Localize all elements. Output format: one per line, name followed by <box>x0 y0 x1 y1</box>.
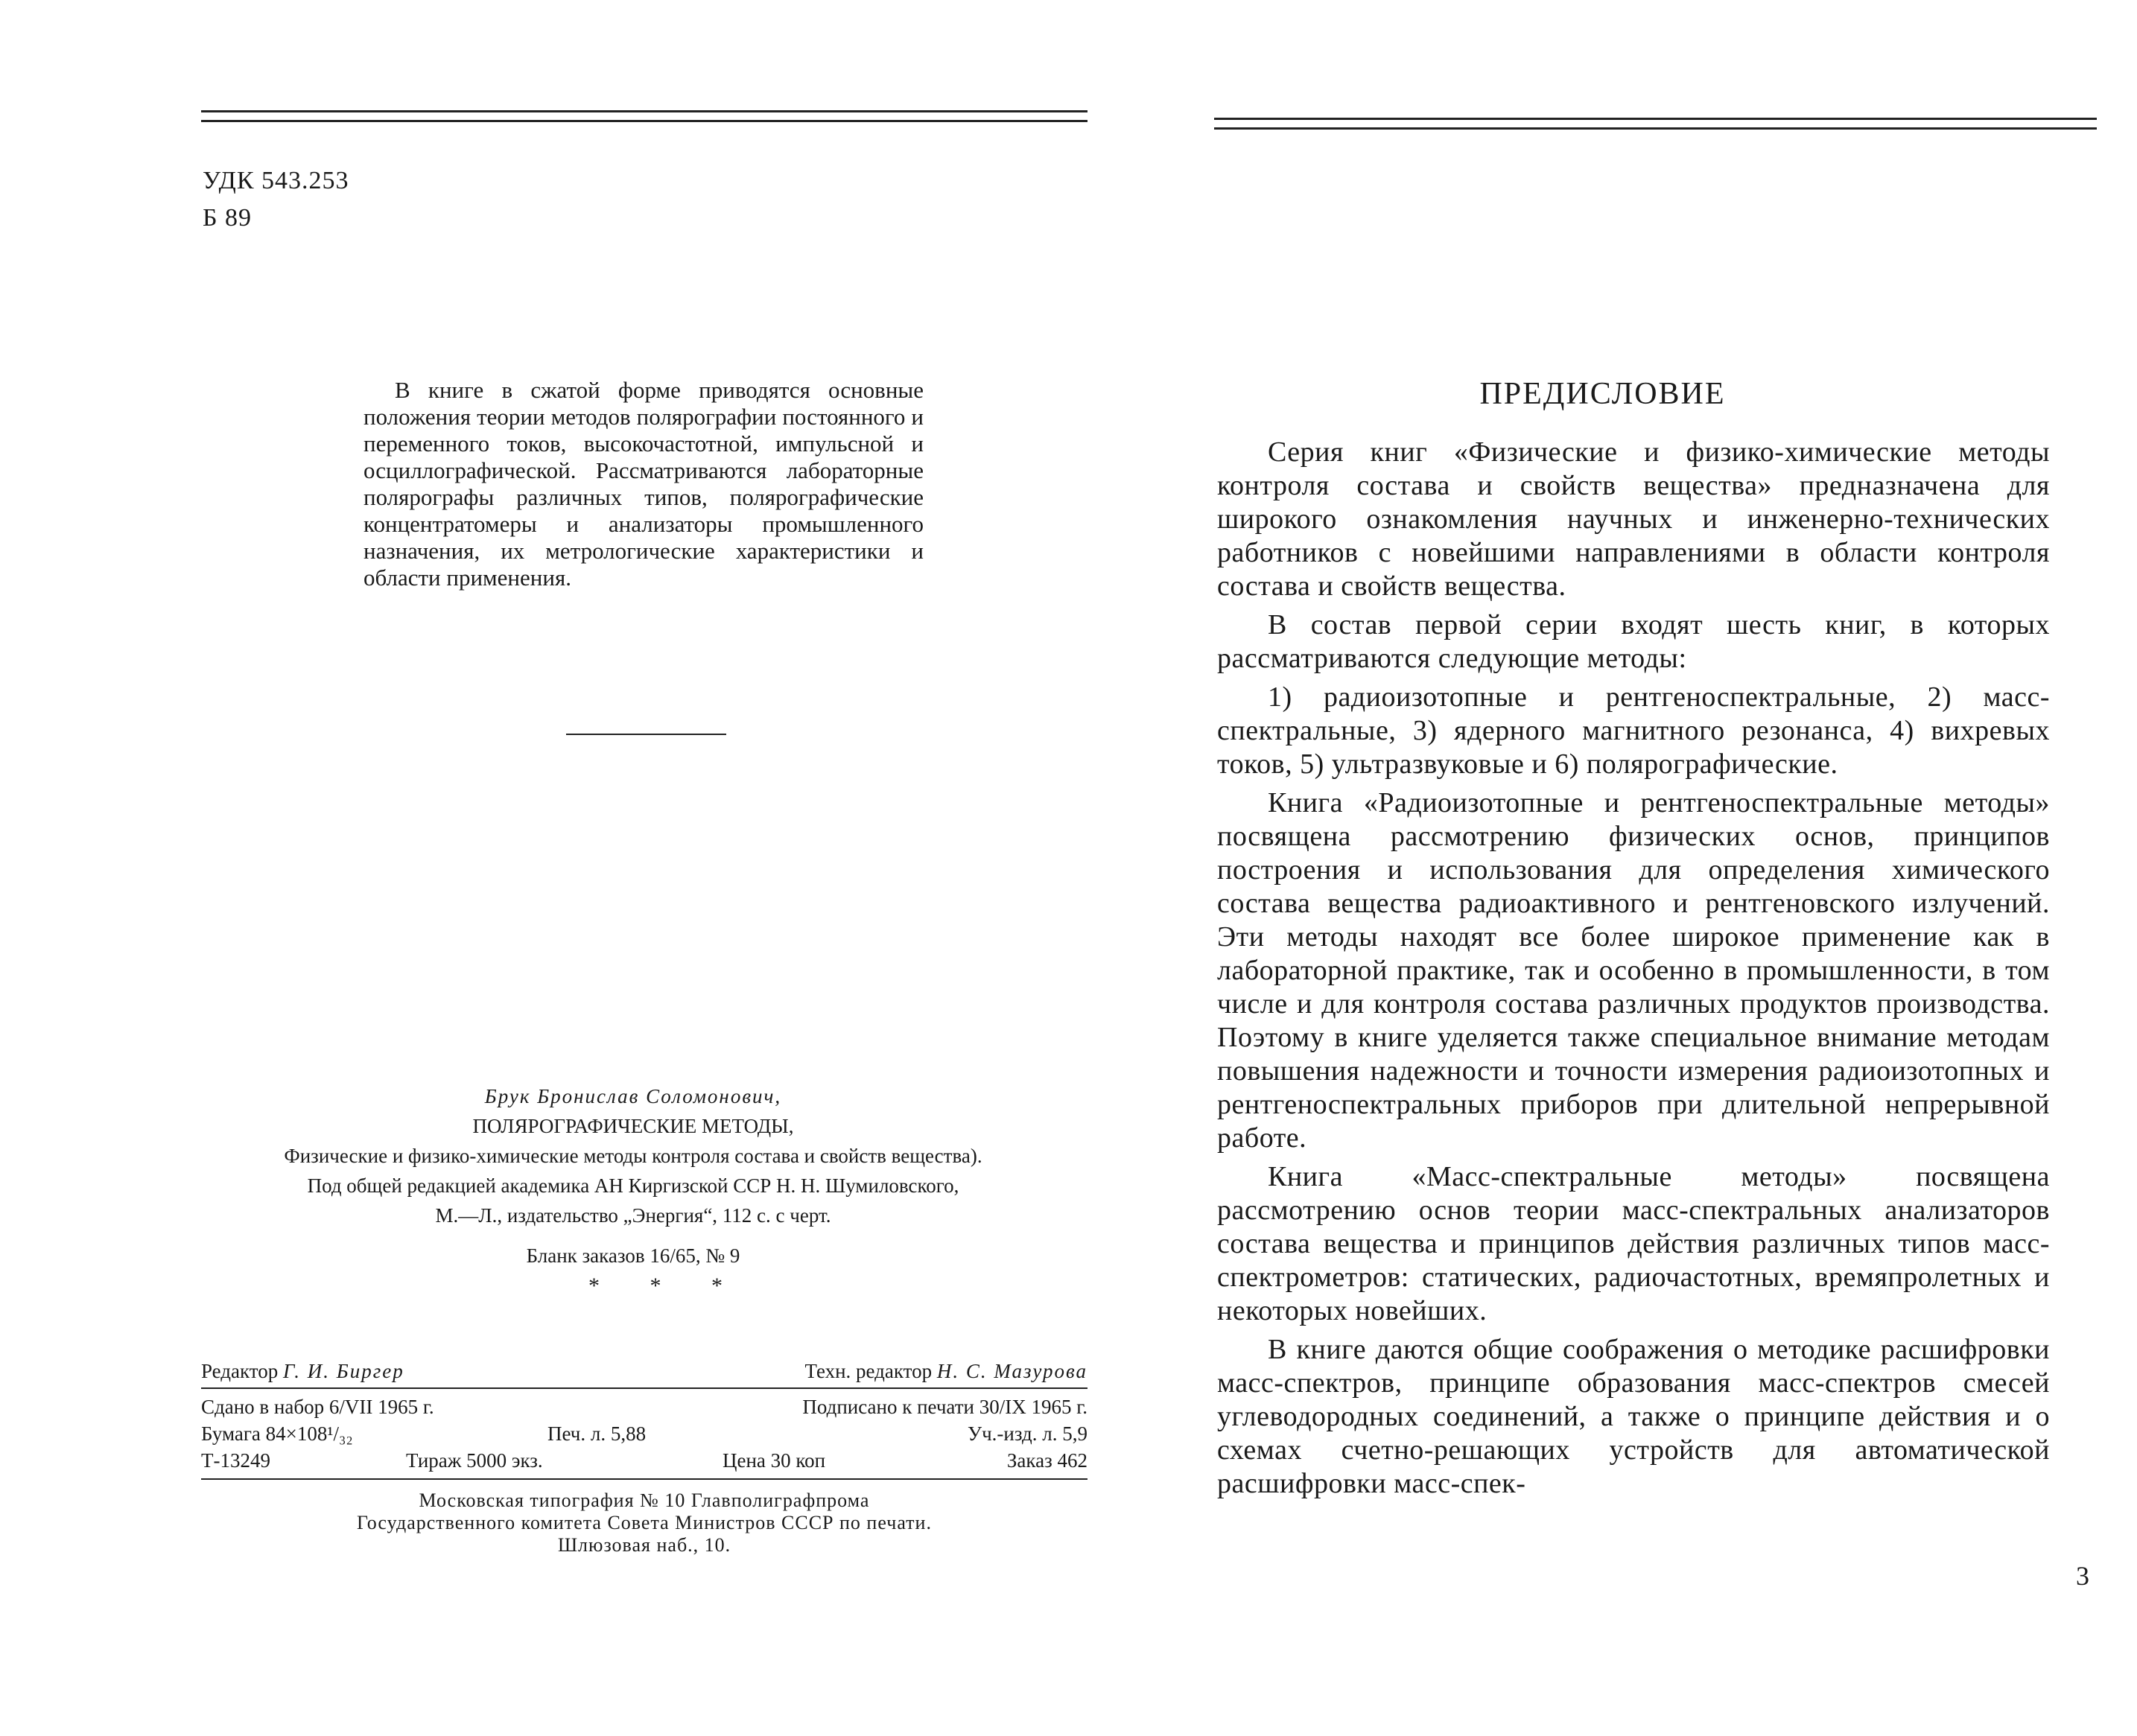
bibliographic-record <box>171 1081 1095 1271</box>
editor-label: Редактор <box>201 1360 279 1382</box>
paper-format: Бумага 84×108¹/₃₂ <box>201 1422 353 1445</box>
printer-line-2: Государственного комитета Совета Министров СССР по печати. <box>357 1512 932 1533</box>
udk-line: УДК 543.253 <box>203 167 349 194</box>
top-double-rule <box>201 110 1087 122</box>
top-double-rule-right <box>1214 118 2097 130</box>
tech-editor-name: Н. С. Мазурова <box>936 1360 1087 1382</box>
separator-rule <box>566 734 726 735</box>
paragraph: Серия книг «Физические и физико-химические методы контроля состава и свойств вещества» предназначена для широкого ознакомления научных и инженерно-технических работников с новейшими направлениями в области контроля состава и свойств вещества. <box>1217 436 2050 602</box>
book-title: ПОЛЯРОГРАФИЧЕСКИЕ МЕТОДЫ, <box>472 1115 794 1137</box>
udk-block <box>203 162 349 237</box>
page-number: 3 <box>2076 1561 2089 1591</box>
author-name: Брук Бронислав Соломонович, <box>484 1085 782 1107</box>
print-sheets: Печ. л. 5,88 <box>547 1422 647 1445</box>
paragraph: Книга «Радиоизотопные и рентгеноспектральные методы» посвящена рассмотрению физических основ, принципов построения и использования для определения химического состава вещества радиоактивного и рентгеновского излучений. Эти методы находят все более широкое применение как в лабораторной практике, так и особенно в промышленности, в том числе и для контроля состава различных продуктов производства. Поэтому в книге уделяется также специальное внимание методам повышения надежности и точности измерения радиоизотопных и рентгеноспектральных приборов при длительной непрерывной работе. <box>1217 787 2050 1154</box>
pub-sheets: Уч.-изд. л. 5,9 <box>967 1422 1087 1445</box>
index-line: Б 89 <box>203 204 253 232</box>
price: Цена 30 коп <box>723 1449 826 1472</box>
right-page <box>1068 0 2137 1736</box>
editor-name: Г. И. Биргер <box>282 1360 404 1382</box>
tech-editor-label: Техн. редактор <box>804 1360 933 1382</box>
preface-body <box>1217 436 2050 1506</box>
imprint-rule-bottom <box>201 1478 1087 1480</box>
signed-date: Подписано к печати 30/IX 1965 г. <box>802 1396 1087 1418</box>
imprint-editors <box>201 1360 1087 1387</box>
series-line: Физические и физико-химические методы контроля состава и свойств вещества). <box>284 1145 982 1167</box>
paragraph: В книге даются общие соображения о методике расшифровки масс-спектров, принципе образования масс-спектров смесей углеводородных соединений, а также о принципе действия и о схемах счетно-решающих устройств для автоматической расшифровки масс-спек- <box>1217 1334 2050 1499</box>
printer-info <box>201 1489 1087 1557</box>
paragraph: В состав первой серии входят шесть книг, в которых рассматриваются следующие методы: <box>1217 609 2050 674</box>
abstract: В книге в сжатой форме приводятся основные положения теории методов полярографии постоянного и переменного токов, высокочастотной, импульсной и осциллографической. Рассматриваются лабораторные полярографы различных типов, полярографические концентратомеры и анализаторы промышленного назначения, их метрологические характеристики и области применения. <box>363 377 924 591</box>
editor-line: Под общей редакцией академика АН Киргизской ССР Н. Н. Шумиловского, <box>307 1174 959 1197</box>
imprint-details <box>201 1396 1087 1476</box>
page-title: ПРЕДИСЛОВИЕ <box>1479 377 1726 411</box>
paragraph: Книга «Масс-спектральные методы» посвящена рассмотрению основ теории масс-спектральных анализаторов состава вещества и принципов действия различных типов масс-спектрометров: статических, радиочастотных, времяпролетных и некоторых новейших. <box>1217 1161 2050 1326</box>
code-number: Т-13249 <box>201 1449 270 1472</box>
circulation: Тираж 5000 экз. <box>406 1449 543 1472</box>
order-number: Заказ 462 <box>1006 1449 1087 1472</box>
publisher-line: М.—Л., издательство „Энергия“, 112 с. с черт. <box>435 1204 831 1227</box>
printer-line-3: Шлюзовая наб., 10. <box>557 1534 731 1556</box>
submitted-date: Сдано в набор 6/VII 1965 г. <box>201 1396 434 1418</box>
printer-line-1: Московская типография № 10 Главполиграфпрома <box>419 1489 870 1511</box>
paragraph: 1) радиоизотопные и рентгеноспектральные, 2) масс-спектральные, 3) ядерного магнитного резонанса, 4) вихревых токов, 5) ультразвуковые и 6) полярографические. <box>1217 681 2050 780</box>
stars-divider: * * * <box>588 1274 745 1298</box>
order-form-line: Бланк заказов 16/65, № 9 <box>526 1244 740 1267</box>
imprint-rule-top <box>201 1387 1087 1389</box>
